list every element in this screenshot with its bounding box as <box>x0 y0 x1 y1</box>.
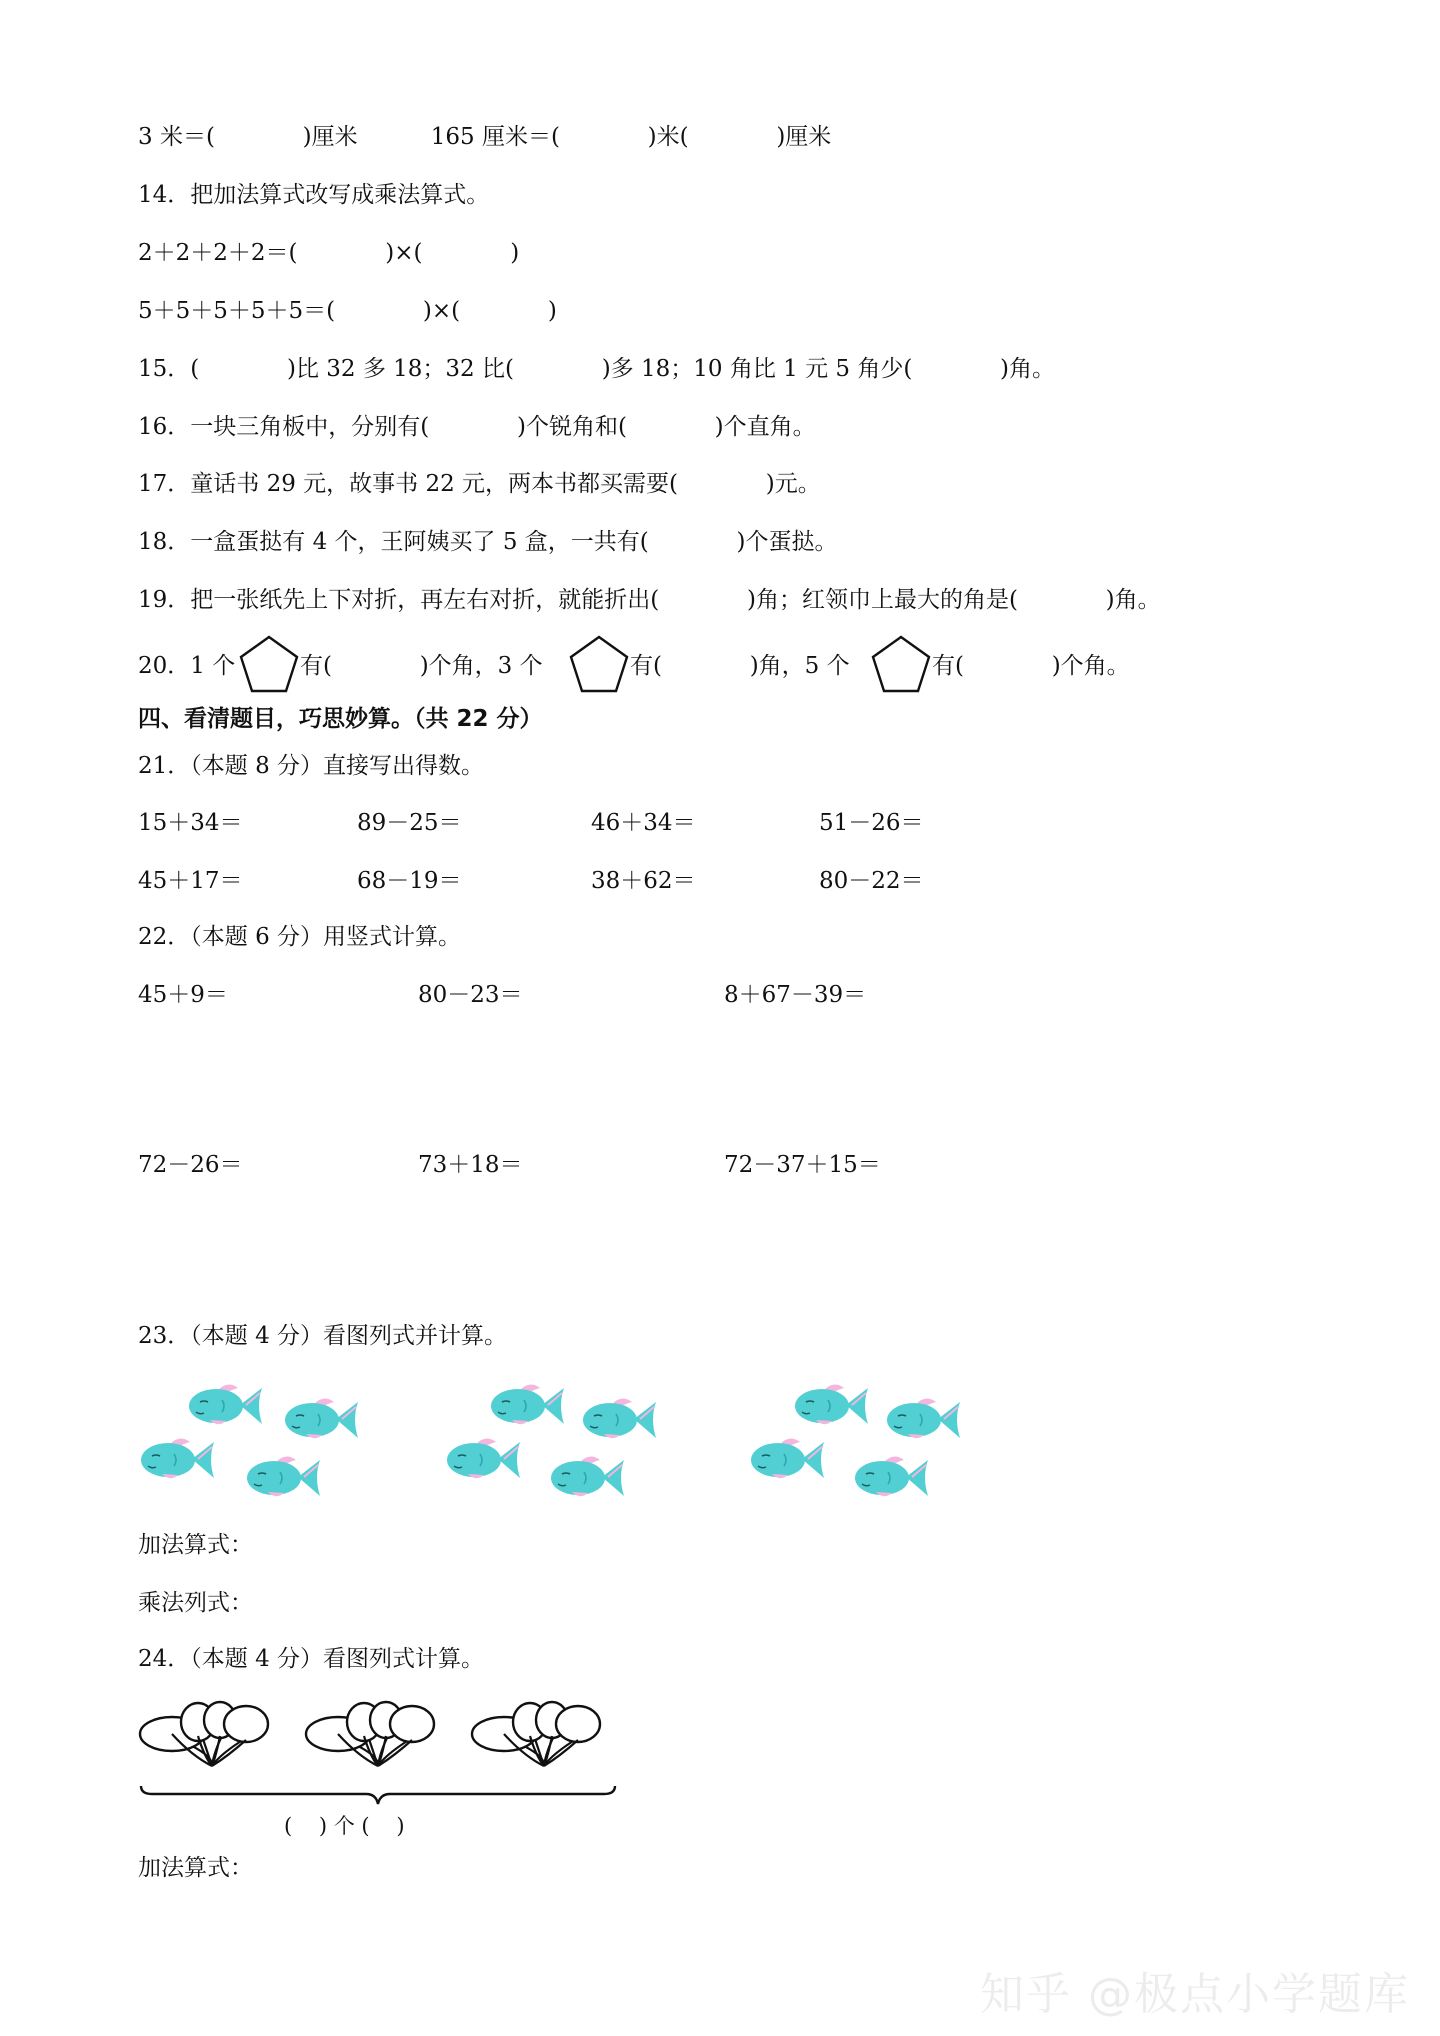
q17-text: 17．童话书 29 元，故事书 22 元，两本书都买需要( )元。 <box>138 471 821 497</box>
q22-calc: 8＋67－39＝ <box>724 982 867 1008</box>
fish-icon <box>854 1452 930 1502</box>
q20-part3: 有( )角，5 个 <box>630 653 850 679</box>
fish-icon <box>582 1394 658 1444</box>
q22-calc: 45＋9＝ <box>138 982 228 1008</box>
fish-icon <box>140 1434 216 1484</box>
q20-part2: 有( )个角，3 个 <box>300 653 543 679</box>
q21-calc: 46＋34＝ <box>591 810 696 836</box>
q21-calc: 45＋17＝ <box>138 868 243 894</box>
q14-item-b: 5＋5＋5＋5＋5＝( )×( ) <box>138 298 557 324</box>
q18-text: 18．一盒蛋挞有 4 个，王阿姨买了 5 盒，一共有( )个蛋挞。 <box>138 529 838 555</box>
balloon-picture <box>138 1690 628 1820</box>
q22-calc: 73＋18＝ <box>418 1152 523 1178</box>
fish-icon <box>490 1380 566 1430</box>
q23-title: 23．（本题 4 分）看图列式并计算。 <box>138 1323 508 1349</box>
fish-icon <box>246 1452 322 1502</box>
q20-part4: 有( )个角。 <box>932 653 1130 679</box>
balloon-bunch <box>140 1702 268 1766</box>
q22-title: 22．（本题 6 分）用竖式计算。 <box>138 924 462 950</box>
q21-calc: 51－26＝ <box>819 810 924 836</box>
q24-title: 24．（本题 4 分）看图列式计算。 <box>138 1646 485 1672</box>
balloon-bunch <box>472 1702 600 1766</box>
q16-text: 16．一块三角板中，分别有( )个锐角和( )个直角。 <box>138 414 816 440</box>
q14-title: 14．把加法算式改写成乘法算式。 <box>138 182 490 208</box>
q21-calc: 89－25＝ <box>357 810 462 836</box>
q14-item-a: 2＋2＋2＋2＝( )×( ) <box>138 240 520 266</box>
fish-icon <box>794 1380 870 1430</box>
q22-calc: 72－37＋15＝ <box>724 1152 881 1178</box>
pentagon-icon <box>870 634 932 694</box>
section-heading: 四、看清题目，巧思妙算。（共 22 分） <box>138 706 543 732</box>
curly-brace <box>141 1786 615 1804</box>
q23-add-label: 加法算式： <box>138 1532 253 1558</box>
q21-calc: 68－19＝ <box>357 868 462 894</box>
q21-title: 21．（本题 8 分）直接写出得数。 <box>138 753 485 779</box>
watermark: 知乎 @极点小学题库 <box>980 1969 1410 2020</box>
fish-icon <box>750 1434 826 1484</box>
q22-calc: 80－23＝ <box>418 982 523 1008</box>
q21-calc: 38＋62＝ <box>591 868 696 894</box>
q15-text: 15．( )比 32 多 18；32 比( )多 18；10 角比 1 元 5 角少( )角。 <box>138 356 1056 382</box>
pentagon-icon <box>238 634 300 694</box>
fish-icon <box>550 1452 626 1502</box>
fish-icon <box>284 1394 360 1444</box>
q21-calc: 80－22＝ <box>819 868 924 894</box>
balloon-bunch <box>306 1702 434 1766</box>
q13-length-line: 3 米＝( )厘米 165 厘米＝( )米( )厘米 <box>138 124 832 150</box>
pentagon-icon <box>568 634 630 694</box>
q23-mul-label: 乘法列式： <box>138 1590 253 1616</box>
fish-icon <box>886 1394 962 1444</box>
q24-brace-label: ( ) 个 ( ) <box>284 1814 405 1838</box>
q19-text: 19．把一张纸先上下对折，再左右对折，就能折出( )角；红领巾上最大的角是( )角。 <box>138 587 1161 613</box>
fish-icon <box>446 1434 522 1484</box>
q24-add-label: 加法算式： <box>138 1855 253 1881</box>
q21-calc: 15＋34＝ <box>138 810 243 836</box>
q22-calc: 72－26＝ <box>138 1152 243 1178</box>
q20-part1: 20．1 个 <box>138 653 236 679</box>
fish-icon <box>188 1380 264 1430</box>
